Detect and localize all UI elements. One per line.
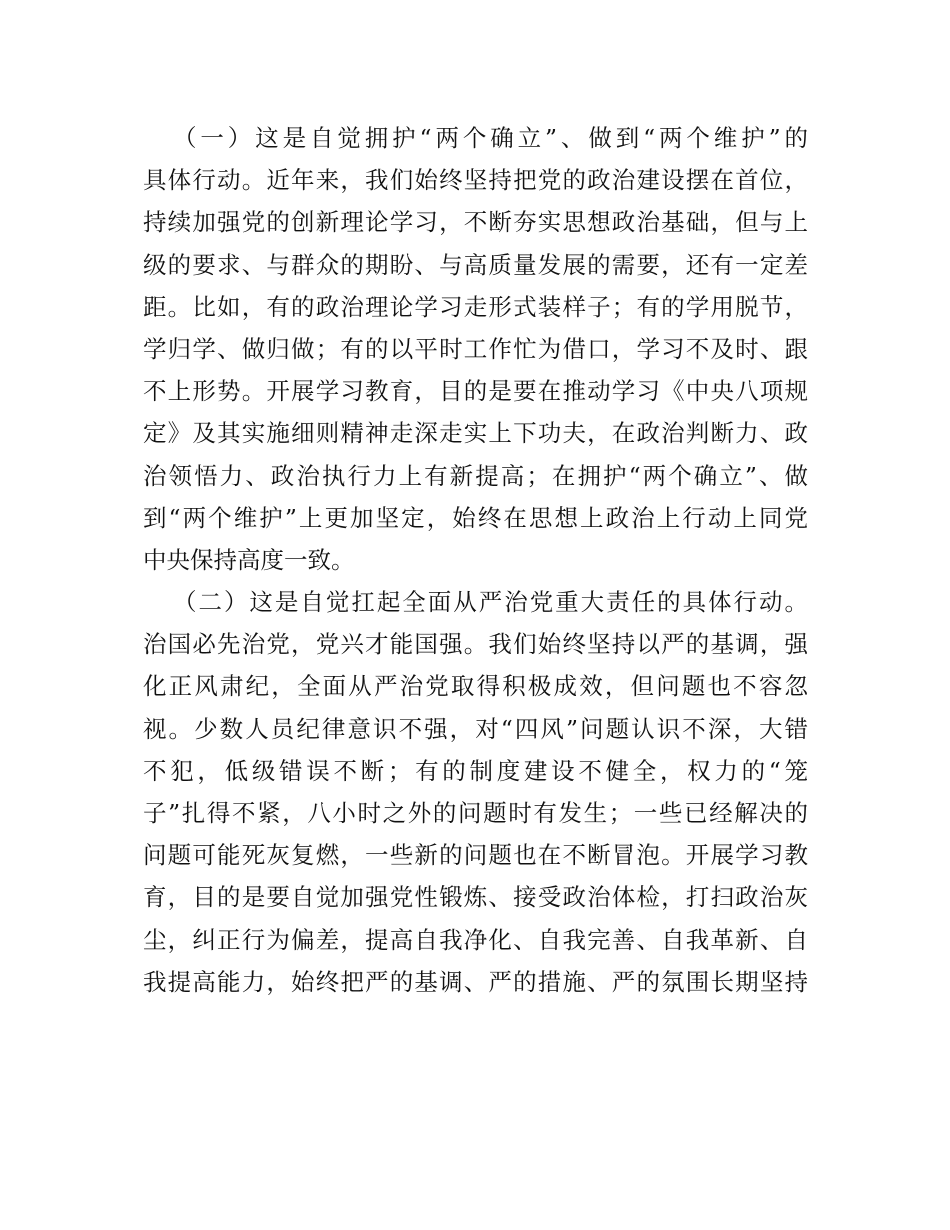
text-line: （一）这是自觉拥护“两个确立”、做到“两个维护”的 bbox=[173, 124, 808, 152]
text-line: 持续加强党的创新理论学习，不断夯实思想政治基础，但与上 bbox=[143, 208, 808, 237]
text-line: 中央保持高度一致。 bbox=[143, 545, 355, 574]
document-page bbox=[143, 117, 808, 1003]
text-line: 育，目的是要自觉加强党性锻炼、接受政治体检，打扫政治灰 bbox=[143, 883, 808, 912]
text-line: 治国必先治党，党兴才能国强。我们始终坚持以严的基调，强 bbox=[143, 630, 808, 659]
text-line: 具体行动。近年来，我们始终坚持把党的政治建设摆在首位， bbox=[143, 166, 808, 195]
text-line: 子”扎得不紧，八小时之外的问题时有发生；一些已经解决的 bbox=[143, 799, 808, 827]
text-line: 尘，纠正行为偏差，提高自我净化、自我完善、自我革新、自 bbox=[143, 925, 808, 954]
text-line: 治领悟力、政治执行力上有新提高；在拥护“两个确立”、做 bbox=[143, 461, 808, 490]
text-line: 定》及其实施细则精神走深走实上下功夫，在政治判断力、政 bbox=[143, 419, 808, 448]
text-line: 视。少数人员纪律意识不强，对“四风”问题认识不深，大错 bbox=[143, 714, 808, 743]
text-line: （二）这是自觉扛起全面从严治党重大责任的具体行动。 bbox=[173, 588, 808, 617]
paragraph bbox=[143, 581, 808, 1003]
text-line: 我提高能力，始终把严的基调、严的措施、严的氛围长期坚持 bbox=[143, 967, 808, 996]
text-line: 不上形势。开展学习教育，目的是要在推动学习《中央八项规 bbox=[143, 377, 808, 406]
text-line: 距。比如，有的政治理论学习走形式装样子；有的学用脱节， bbox=[143, 292, 808, 321]
text-line: 学归学、做归做；有的以平时工作忙为借口，学习不及时、跟 bbox=[143, 334, 808, 363]
text-line: 化正风肃纪，全面从严治党取得积极成效，但问题也不容忽 bbox=[143, 672, 808, 701]
text-line: 级的要求、与群众的期盼、与高质量发展的需要，还有一定差 bbox=[143, 250, 808, 279]
text-line: 不犯，低级错误不断；有的制度建设不健全，权力的“笼 bbox=[143, 756, 808, 785]
text-line: 问题可能死灰复燃，一些新的问题也在不断冒泡。开展学习教 bbox=[143, 841, 808, 870]
text-line: 到“两个维护”上更加坚定，始终在思想上政治上行动上同党 bbox=[143, 503, 808, 532]
paragraph bbox=[143, 117, 808, 581]
